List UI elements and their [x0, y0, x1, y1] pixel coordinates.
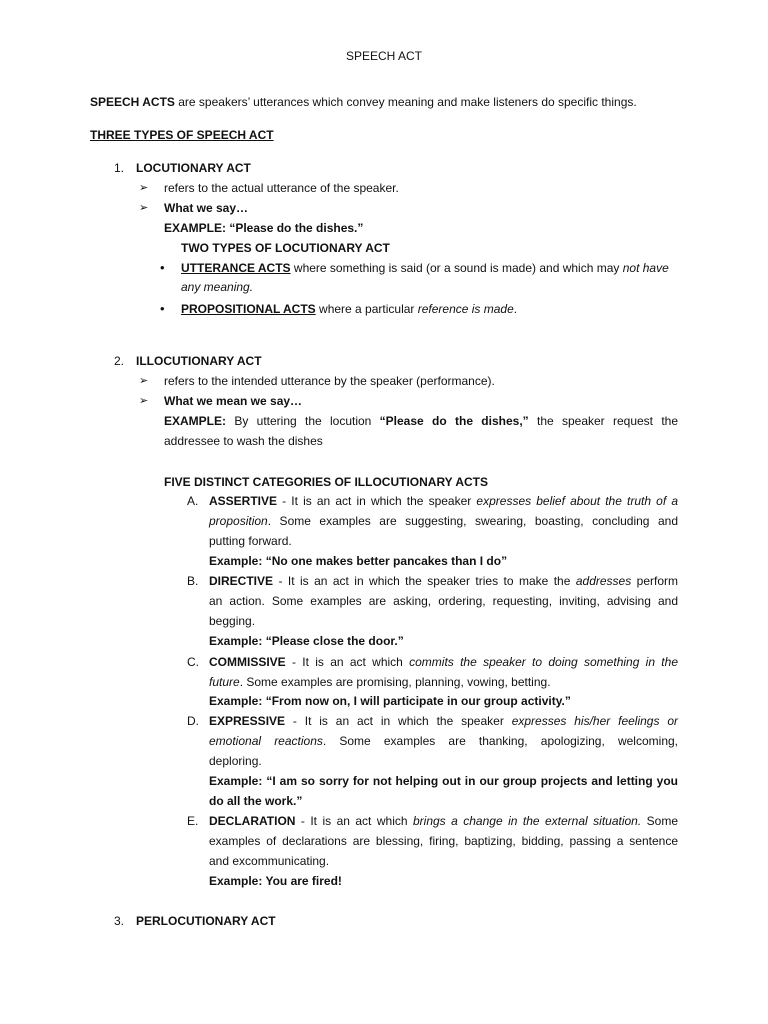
illocutionary-example-post: the speaker request the — [528, 414, 679, 428]
directive-pre: - It is an act in which the speaker tries to make the — [273, 574, 576, 588]
locutionary-heading: LOCUTIONARY ACT — [136, 161, 251, 175]
illocutionary-example-label: EXAMPLE: — [164, 414, 227, 428]
expressive-line-2 — [209, 731, 678, 751]
perlocutionary-number: 3. — [114, 914, 125, 928]
declaration-line-2: examples of declarations are blessing, firing, baptizing, bidding, passing a sentence — [209, 834, 678, 848]
illocutionary-example-line-1 — [164, 411, 678, 431]
declaration-term: DECLARATION — [209, 814, 296, 828]
illocutionary-example-line-2: addressee to wash the dishes — [164, 434, 323, 448]
assertive-line-1 — [209, 491, 678, 511]
arrow-bullet-icon: ➢ — [139, 182, 149, 194]
assertive-line-3: putting forward. — [209, 534, 292, 548]
round-bullet-icon: • — [160, 301, 165, 316]
commissive-term: COMMISSIVE — [209, 655, 286, 669]
illocutionary-example-pre: By uttering the locution — [226, 414, 380, 428]
directive-line-3: begging. — [209, 614, 256, 628]
intro-term: SPEECH ACTS — [90, 95, 175, 109]
utterance-acts-line — [181, 258, 669, 278]
directive-line-2: an action. Some examples are asking, ordering, requesting, inviting, advising and — [209, 594, 678, 608]
assertive-emphasis-2: proposition — [209, 514, 268, 528]
arrow-bullet-icon: ➢ — [139, 375, 149, 387]
declaration-example: Example: You are fired! — [209, 874, 342, 888]
assertive-letter: A. — [187, 494, 199, 508]
intro-paragraph — [90, 92, 637, 112]
expressive-line-1 — [209, 711, 678, 731]
arrow-bullet-icon: ➢ — [139, 202, 149, 214]
intro-text: are speakers’ utterances which convey meaning and make listeners do specific things. — [174, 95, 637, 109]
expressive-example: Example: “I am so sorry for not helping out in our group projects and letting you — [209, 774, 678, 788]
expressive-line-3: deploring. — [209, 754, 262, 768]
commissive-line-1 — [209, 652, 678, 672]
illocutionary-point-2: What we mean we say… — [164, 394, 303, 408]
categories-heading: FIVE DISTINCT CATEGORIES OF ILLOCUTIONARY ACTS — [164, 475, 489, 489]
utterance-acts-emphasis: not have — [622, 261, 669, 275]
directive-emphasis: addresses — [575, 574, 632, 588]
declaration-post: Some — [641, 814, 678, 828]
propositional-acts-line — [181, 299, 517, 319]
propositional-acts-end: . — [513, 302, 518, 316]
assertive-example: Example: “No one makes better pancakes than I do” — [209, 554, 508, 568]
commissive-example: Example: “From now on, I will participate in our group activity.” — [209, 694, 571, 708]
propositional-acts-emphasis: reference is made — [417, 302, 514, 316]
locutionary-number: 1. — [114, 161, 125, 175]
declaration-letter: E. — [187, 814, 199, 828]
utterance-acts-term: UTTERANCE ACTS — [181, 261, 291, 275]
utterance-acts-continuation: any meaning. — [181, 280, 254, 294]
assertive-line-2 — [209, 511, 678, 531]
perlocutionary-heading: PERLOCUTIONARY ACT — [136, 914, 276, 928]
propositional-acts-text: where a particular — [315, 302, 418, 316]
commissive-pre: - It is an act which — [285, 655, 410, 669]
directive-term: DIRECTIVE — [209, 574, 274, 588]
expressive-letter: D. — [187, 714, 199, 728]
commissive-emphasis-2: future — [209, 675, 240, 689]
assertive-rest: . Some examples are suggesting, swearing, boasting, concluding and — [267, 514, 678, 528]
expressive-rest: . Some examples are thanking, apologizing, welcoming, — [322, 734, 678, 748]
locutionary-subheading: TWO TYPES OF LOCUTIONARY ACT — [181, 241, 390, 255]
round-bullet-icon: • — [160, 260, 165, 275]
illocutionary-number: 2. — [114, 354, 125, 368]
directive-example: Example: “Please close the door.” — [209, 634, 404, 648]
directive-letter: B. — [187, 574, 199, 588]
expressive-term: EXPRESSIVE — [209, 714, 286, 728]
commissive-letter: C. — [187, 655, 199, 669]
expressive-example-2: do all the work.” — [209, 794, 303, 808]
illocutionary-point-1: refers to the intended utterance by the speaker (performance). — [164, 374, 495, 388]
expressive-emphasis-2: emotional reactions — [209, 734, 323, 748]
declaration-line-1 — [209, 811, 678, 831]
assertive-pre: - It is an act in which the speaker — [277, 494, 477, 508]
declaration-emphasis: brings a change in the external situation. — [412, 814, 642, 828]
declaration-pre: - It is an act which — [295, 814, 413, 828]
expressive-pre: - It is an act in which the speaker — [285, 714, 512, 728]
commissive-line-2 — [209, 672, 551, 692]
directive-line-1 — [209, 571, 678, 591]
locutionary-point-2: What we say… — [164, 201, 249, 215]
assertive-emphasis: expresses belief about the truth of a — [476, 494, 678, 508]
utterance-acts-text: where something is said (or a sound is made) and which may — [290, 261, 623, 275]
expressive-emphasis: expresses his/her feelings or — [511, 714, 678, 728]
declaration-line-3: and excommunicating. — [209, 854, 330, 868]
assertive-term: ASSERTIVE — [209, 494, 278, 508]
arrow-bullet-icon: ➢ — [139, 395, 149, 407]
illocutionary-example-quote: “Please do the dishes,” — [379, 414, 529, 428]
locutionary-point-1: refers to the actual utterance of the speaker. — [164, 181, 399, 195]
types-heading: THREE TYPES OF SPEECH ACT — [90, 128, 274, 142]
illocutionary-heading: ILLOCUTIONARY ACT — [136, 354, 262, 368]
commissive-rest: . Some examples are promising, planning, vowing, betting. — [239, 675, 551, 689]
propositional-acts-term: PROPOSITIONAL ACTS — [181, 302, 316, 316]
page-title: SPEECH ACT — [345, 49, 423, 63]
locutionary-example: EXAMPLE: “Please do the dishes.” — [164, 221, 364, 235]
commissive-emphasis: commits the speaker to doing something in the — [409, 655, 678, 669]
directive-post: perform — [631, 574, 678, 588]
